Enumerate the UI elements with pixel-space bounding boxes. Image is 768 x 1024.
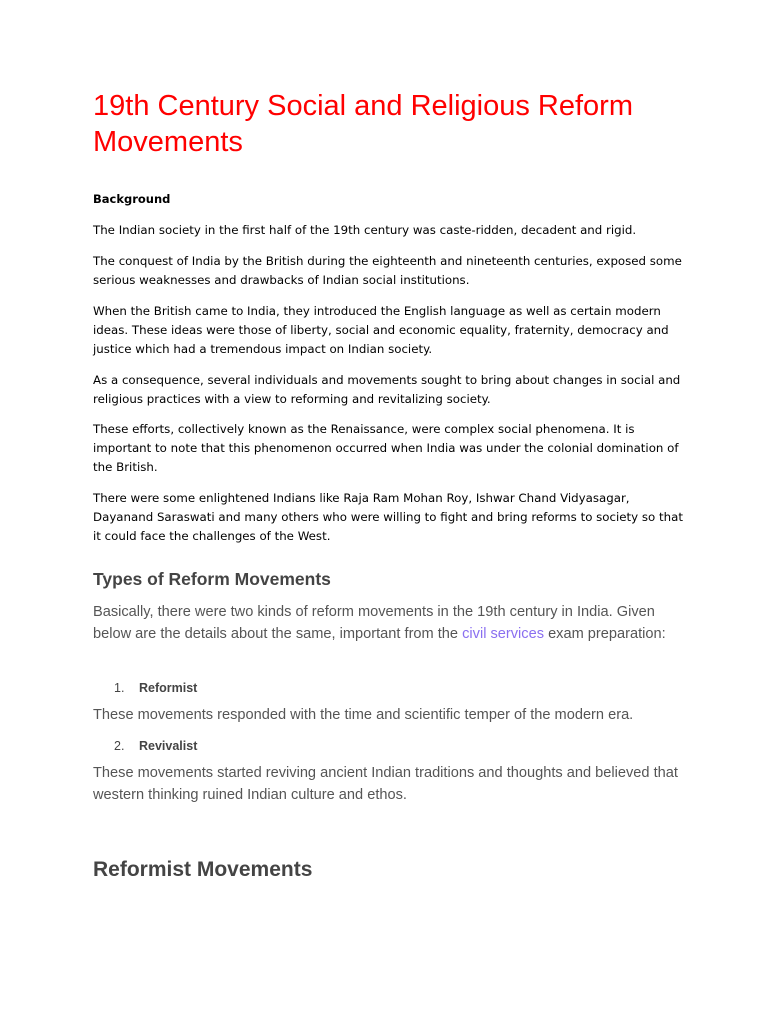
list-number: 1. <box>114 681 125 695</box>
document-title: 19th Century Social and Religious Reform Movements <box>93 90 633 158</box>
types-heading: Types of Reform Movements <box>93 569 331 589</box>
background-paragraph-1: The Indian society in the first half of the 19th century was caste-ridden, decadent and rigid. <box>93 223 637 237</box>
background-paragraph-3: When the British came to India, they introduced the English language as well as certain modern ideas. These ideas were those of liberty, social and economic equality, fraternity, democracy and justice which had a tremendous impact on Indian society. <box>93 304 669 356</box>
list-number: 2. <box>114 739 125 753</box>
revivalist-description: These movements started reviving ancient Indian traditions and thoughts and believed that western thinking ruined Indian culture and ethos. <box>93 765 678 803</box>
background-paragraph-6: There were some enlightened Indians like Raja Ram Mohan Roy, Ishwar Chand Vidyasagar, Dayanand Saraswati and many others who were willing to fight and bring reforms to society so that it could face the challenges of the West. <box>93 491 683 543</box>
list-item-revivalist <box>114 738 197 754</box>
reformist-movements-heading: Reformist Movements <box>93 858 313 881</box>
background-paragraph-4: As a consequence, several individuals and movements sought to bring about changes in social and religious practices with a view to reforming and revitalizing society. <box>93 373 681 406</box>
background-heading: Background <box>93 192 171 206</box>
types-intro-text-after: exam preparation: <box>544 626 666 642</box>
list-item-reformist <box>114 680 197 696</box>
background-paragraph-5: These efforts, collectively known as the Renaissance, were complex social phenomena. It is important to note that this phenomenon occurred when India was under the colonial domination of the British. <box>93 422 679 474</box>
types-intro-text-before: Basically, there were two kinds of reform movements in the 19th century in India. Given below are the details about the same, important from the <box>93 604 655 642</box>
list-label: Revivalist <box>139 739 198 753</box>
background-paragraph-2: The conquest of India by the British during the eighteenth and nineteenth centuries, exposed some serious weaknesses and drawbacks of Indian social institutions. <box>93 254 682 287</box>
types-intro <box>93 601 693 645</box>
list-label: Reformist <box>139 681 198 695</box>
civil-services-link[interactable]: civil services <box>462 626 545 642</box>
reformist-description: These movements responded with the time and scientific temper of the modern era. <box>93 707 634 723</box>
